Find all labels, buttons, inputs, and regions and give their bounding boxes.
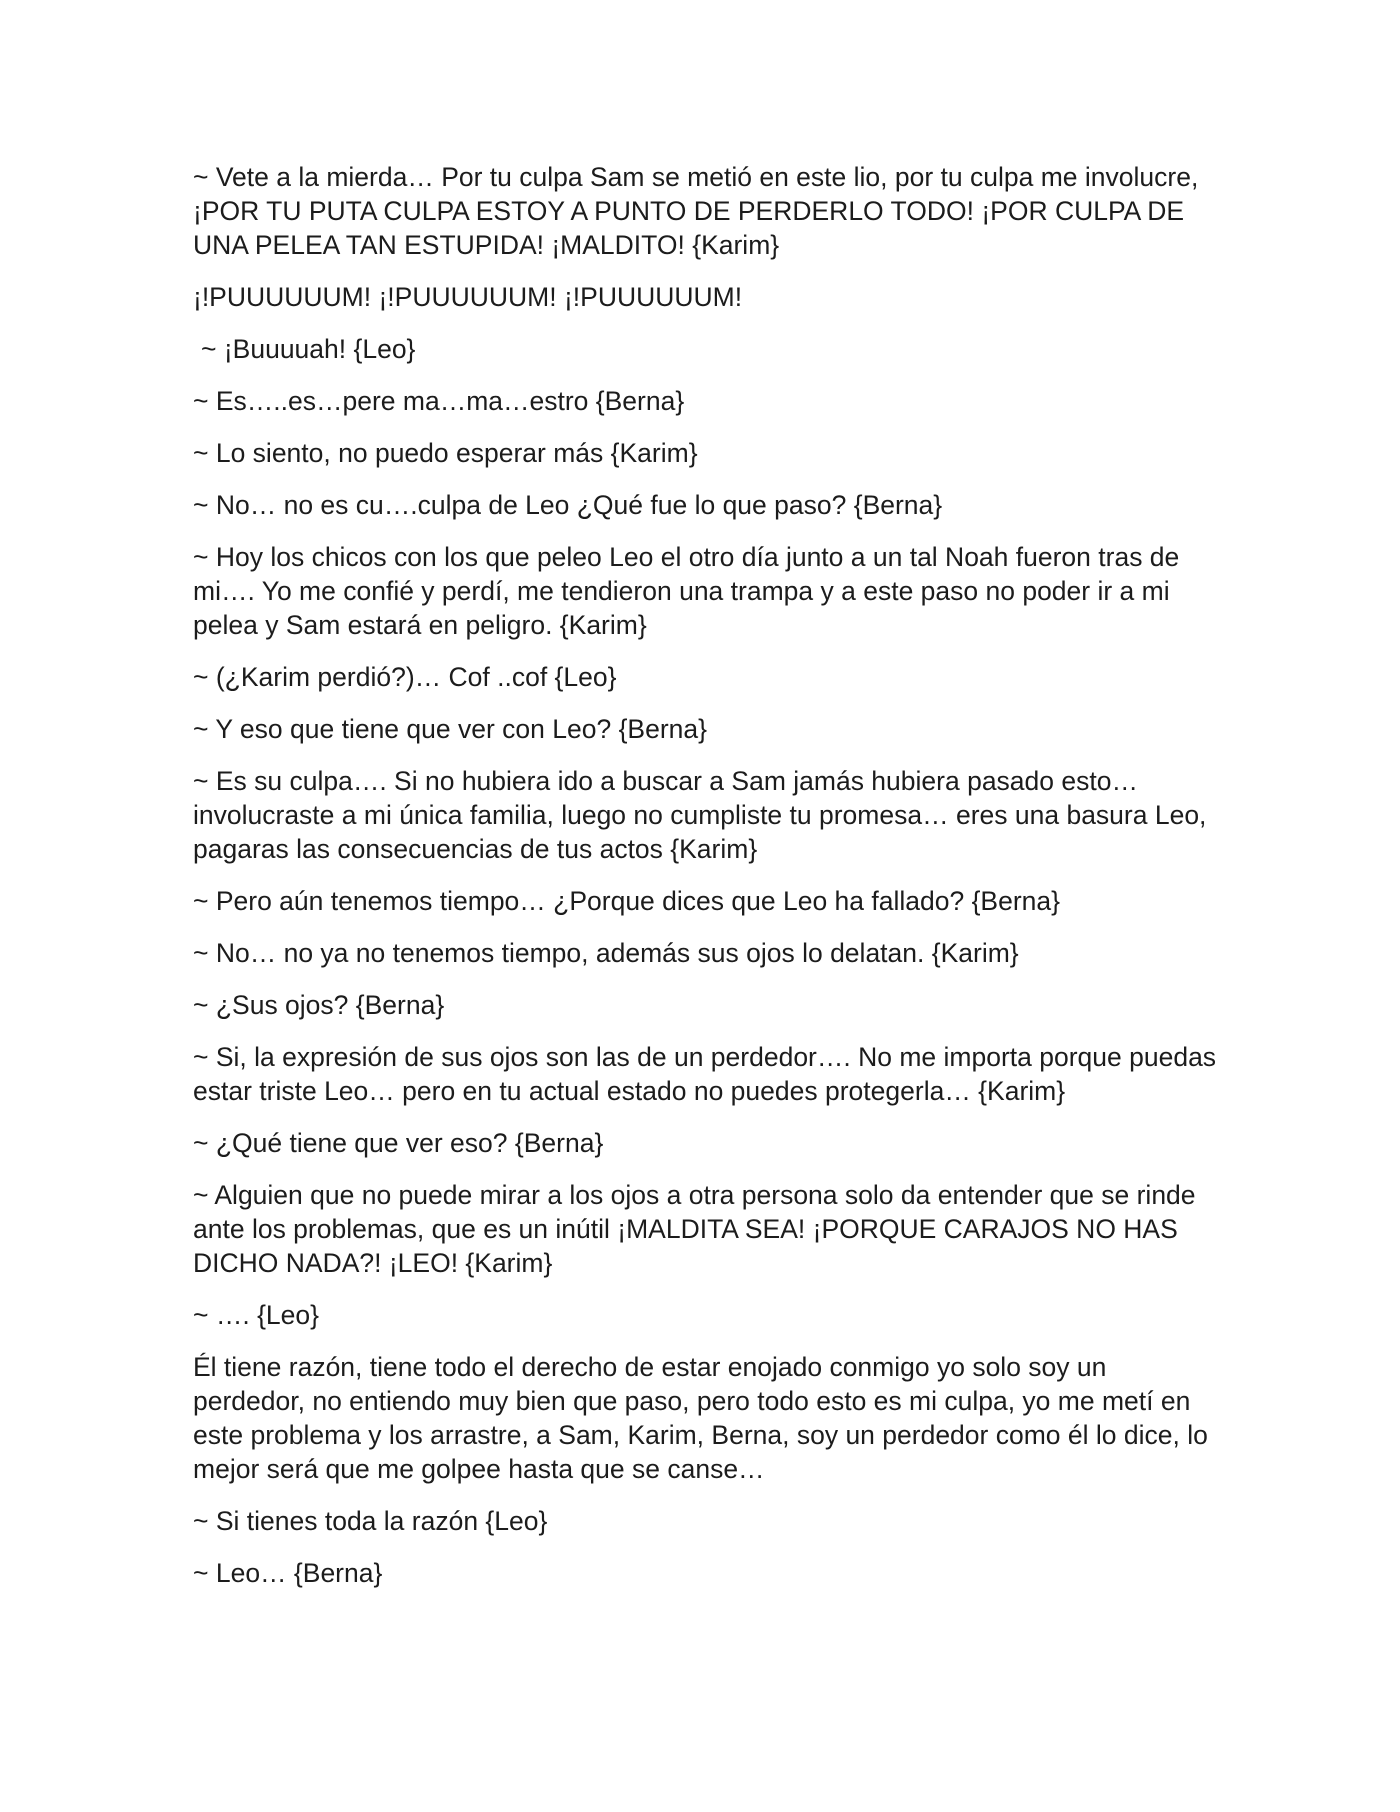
paragraph-2: ¡!PUUUUUUM! ¡!PUUUUUUM! ¡!PUUUUUUM! [193,282,743,312]
paragraph-5: ~ Lo siento, no puedo esperar más {Karim} [193,438,698,468]
paragraph-17: ~ …. {Leo} [193,1300,319,1330]
paragraph-13: ~ ¿Sus ojos? {Berna} [193,990,445,1020]
paragraph-18: Él tiene razón, tiene todo el derecho de estar enojado conmigo yo solo soy un perdedor, no entiendo muy bien que paso, pero todo esto es mi culpa, yo me metí en este problema y los arrastre, a Sam, Karim, Berna, soy un perdedor como él lo dice, lo mejor será que me golpee hasta que se canse… [193,1352,1208,1484]
paragraph-6: ~ No… no es cu….culpa de Leo ¿Qué fue lo que paso? {Berna} [193,490,943,520]
paragraph-12: ~ No… no ya no tenemos tiempo, además sus ojos lo delatan. {Karim} [193,938,1019,968]
paragraph-20: ~ Leo… {Berna} [193,1558,383,1588]
paragraph-16: ~ Alguien que no puede mirar a los ojos a otra persona solo da entender que se rinde ante los problemas, que es un inútil ¡MALDITA SEA! ¡PORQUE CARAJOS NO HAS DICHO NADA?! ¡LEO! {Karim} [193,1180,1196,1278]
paragraph-19: ~ Si tienes toda la razón {Leo} [193,1506,548,1536]
paragraph-15: ~ ¿Qué tiene que ver eso? {Berna} [193,1128,604,1158]
document-body [193,160,1223,1608]
paragraph-14: ~ Si, la expresión de sus ojos son las de un perdedor…. No me importa porque puedas estar triste Leo… pero en tu actual estado no puedes protegerla… {Karim} [193,1042,1217,1106]
paragraph-4: ~ Es…..es…pere ma…ma…estro {Berna} [193,386,685,416]
paragraph-7: ~ Hoy los chicos con los que peleo Leo el otro día junto a un tal Noah fueron tras de mi…. Yo me confié y perdí, me tendieron una trampa y a este paso no poder ir a mi pelea y Sam estará en peligro. {Karim} [193,542,1180,640]
paragraph-11: ~ Pero aún tenemos tiempo… ¿Porque dices que Leo ha fallado? {Berna} [193,886,1060,916]
paragraph-10: ~ Es su culpa…. Si no hubiera ido a buscar a Sam jamás hubiera pasado esto… involucraste a mi única familia, luego no cumpliste tu promesa… eres una basura Leo, pagaras las consecuencias de tus actos {Karim} [193,766,1207,864]
paragraph-9: ~ Y eso que tiene que ver con Leo? {Berna} [193,714,707,744]
paragraph-1: ~ Vete a la mierda… Por tu culpa Sam se metió en este lio, por tu culpa me involucre, ¡POR TU PUTA CULPA ESTOY A PUNTO DE PERDERLO TODO! ¡POR CULPA DE UNA PELEA TAN ESTUPIDA! ¡MALDITO! {Karim} [193,162,1199,260]
paragraph-3: ~ ¡Buuuuah! {Leo} [201,334,416,364]
paragraph-8: ~ (¿Karim perdió?)… Cof ..cof {Leo} [193,662,617,692]
